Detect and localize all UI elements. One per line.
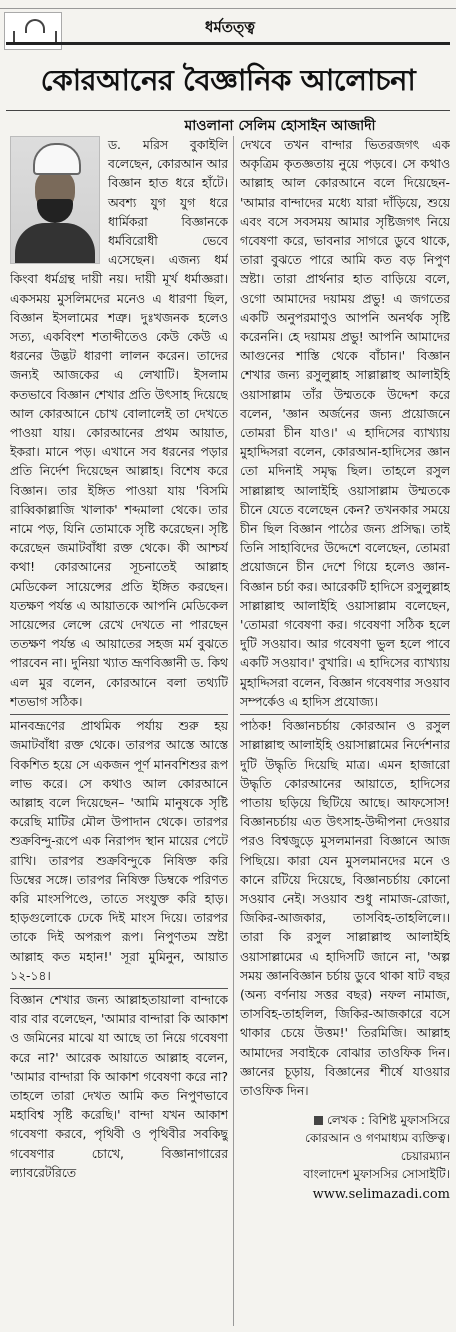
author-photo [10, 136, 100, 264]
author-website: www.selimazadi.com [312, 1187, 450, 1203]
photo-body [15, 223, 95, 264]
header-rule [6, 42, 450, 45]
footnote-line: চেয়ারম্যান [400, 1149, 450, 1164]
article-column-right [240, 136, 450, 1332]
photo-beard [37, 199, 73, 223]
section-label: ধর্মতত্ত্ব [205, 18, 255, 36]
article-paragraph: দেখবে তখন বান্দার ভিতরজগৎ এক অকৃত্রিম কৃতজ্ঞতায় নুয়ে পড়বে। সে কথাও আল্লাহ আল কোরআনে বলে দিয়েছেন- 'আমার বান্দাদের মধ্যে যারা দাঁড়িয়ে, শুয়ে এবং বসে সবসময় আমার সৃষ্টিজগৎ নিয়ে গবেষণা করে, ভাবনার সাগরে ডুবে থাকে, তারা বুঝতে পারে আমি কত বড় নিপুণ স্রষ্টা। তারা প্রার্থনার হাত বাড়িয়ে বলে, ওগো আমাদের দয়াময় প্রভু! এ জগতের একটি অনুপরমাণুও আপনি অনর্থক সৃষ্টি করেননি। হে দয়াময় প্রভু! আপনি আমাদের আগুনের শাস্তি থেকে বাঁচান।' বিজ্ঞান শেখার জন্য রসুলুল্লাহ সাল্লাল্লাহু আলাইহি ওয়াসাল্লাম তাঁর উম্মতকে উদ্দেশ করে বলেন, 'জ্ঞান অর্জনের জন্য প্রয়োজনে তোমরা চীন যাও।' এ হাদিসের ব্যাখ্যায় মুহাদ্দিসরা বলেন, কোরআন-হাদিসের জ্ঞান তো মদিনাই সমৃদ্ধ ছিল। তাহলে রসুল সাল্লাল্লাহু আলাইহি ওয়াসাল্লাম উম্মতকে চীনে যেতে বলেছেন কেন? তখনকার সময়ে চীন ছিল বিজ্ঞান পাঠের জন্য প্রসিদ্ধ। তাই তিনি সাহাবিদের উদ্দেশে বলেছেন, তোমরা প্রয়োজনে চীন দেশে গিয়ে হলেও জ্ঞান-বিজ্ঞান চর্চা কর। আরেকটি হাদিসে রসুলুল্লাহ সাল্লাল্লাহু আলাইহি ওয়াসাল্লাম বলেছেন, 'তোমরা গবেষণা কর। গবেষণা সঠিক হলে দুটি সওয়াব। আর গবেষণা ভুল হলে পাবে একটি সওয়াব।' বুখারি। এ হাদিসের ব্যাখ্যায় মুহাদ্দিসরা বলেন, বিজ্ঞান গবেষণার সওয়াব সম্পর্কেও এ হাদিস প্রযোজ্য। [240, 138, 450, 709]
top-strip [0, 0, 456, 9]
title-rule [6, 110, 450, 111]
author-footnote [240, 1111, 450, 1183]
page-title: কোরআনের বৈজ্ঞানিক আলোচনা [40, 63, 416, 97]
article-paragraph: ড. মরিস বুকাইলি বলেছেন, কোরআন আর বিজ্ঞান হাত ধরে হাঁটে। অবশ্য যুগ যুগ ধরে ধার্মিকরা বিজ্ঞানকে ধর্মবিরোধী ভেবে এসেছেন। এজন্য ধর্ম কিংবা ধর্মগ্রন্থ দায়ী নয়। দায়ী মূর্খ ধর্মাজ্ঞরা। একসময় মুসলিমদের মনেও এ ধারণা ছিল, বিজ্ঞান ইসলামের শত্রু। দুঃখজনক হলেও সত্য, একবিংশ শতাব্দীতেও কেউ কেউ এ ধরনের উদ্ভট ধারণা লালন করেন। তাদের জন্যই আজকের এ লেখাটি। ইসলাম কতভাবে বিজ্ঞান শেখার প্রতি উৎসাহ দিয়েছে আল কোরআনে চোখ বোলালেই তা দেখতে পাওয়া যায়। কোরআনের প্রথম আয়াত, ইকরা। মানে পড়। এখানে সব ধরনের পড়ার প্রতি নির্দেশ দিয়েছেন আল্লাহ। বিশেষ করে বিজ্ঞান। তার ইঙ্গিত পাওয়া যায় 'বিসমি রাব্বিকাল্লাজি খালাক' শব্দমালা থেকে। তার নামে পড়, যিনি তোমাকে সৃষ্টি করেছেন। সৃষ্টি করেছেন জমাটবাঁধা রক্ত থেকে। কী আশ্চর্য কথা! কোরআনের সূচনাতেই আল্লাহ মেডিকেল সায়েন্সের প্রতি ইঙ্গিত করছেন। যতক্ষণ পর্যন্ত এ আয়াতকে আপনি মেডিকেল সায়েন্সের লেন্সে রেখে দেখতে না পারছেন ততক্ষণ পর্যন্ত এ আয়াতের সহজ মর্ম বুঝতে পারবেন না। দুনিয়া খ্যাত ভ্রূণবিজ্ঞানী ড. কিথ এল মুর বলেন, কোরআনে বলা তথ্যটি শতভাগ সঠিক। [10, 138, 228, 709]
author-byline: মাওলানা সেলিম হোসাইন আজাদী [184, 118, 376, 134]
article-paragraph: বিজ্ঞান শেখার জন্য আল্লাহতায়ালা বান্দাকে বার বার বলেছেন, 'আমার বান্দারা কি আকাশ ও জমিনের মাঝে যা আছে তা নিয়ে গবেষণা করে না?' আরেক আয়াতে আল্লাহ বলেন, 'আমার বান্দারা কি আকাশ গবেষণা করে না? তাহলে তারা দেখত আমি কত নিপুণভাবে মহাবিশ্ব সৃষ্টি করেছি।' বান্দা যখন আকাশ গবেষণা করবে, পৃথিবী ও পৃথিবীর সবকিছু গবেষণার চোখে, বিজ্ঞানাগারের ল্যাবরেটরিতে [10, 988, 228, 1183]
article-paragraph: পাঠক! বিজ্ঞানচর্চায় কোরআন ও রসুল সাল্লাল্লাহু আলাইহি ওয়াসাল্লামের নির্দেশনার দুটি উদ্ধৃতি দিয়েছি মাত্র। এমন হাজারো উদ্ধৃতি কোরআনের আয়াতে, হাদিসের পাতায় ছড়িয়ে ছিটিয়ে আছে। আফসোস! বিজ্ঞানচর্চায় এত উৎসাহ-উদ্দীপনা দেওয়ার পরও বিশ্বজুড়ে মুসলমানরা বিজ্ঞানে আজ পিছিয়ে। কারা যেন মুসলমানদের মনে ও কানে রটিয়ে দিয়েছে, বিজ্ঞানচর্চায় কোনো সওয়াব নেই। সওয়াব শুধু নামাজ-রোজা, জিকির-আজকার, তাসবিহ-তাহলিলে।। তারা কি রসুল সাল্লাল্লাহু আলাইহি ওয়াসাল্লামের এ হাদিসটি জানে না, 'অল্প সময় জ্ঞানবিজ্ঞান চর্চায় ডুবে থাকা ষাট বছর (অন্য বর্ণনায় সত্তর বছর) নফল নামাজ, তাসবিহ-তাহলিল, জিকির-আজকারে বসে থাকার চেয়ে উত্তম!' তিরমিজি। আল্লাহ আমাদের সবাইকে বোঝার তাওফিক দিন। জ্ঞানের চূড়ায়, বিজ্ঞানের শীর্ষে যাওয়ার তাওফিক দিন। [240, 714, 450, 1101]
footnote-line: বাংলাদেশ মুফাসসির সোসাইটি। [303, 1167, 450, 1182]
column-divider [233, 136, 234, 1326]
article-column-left [10, 136, 228, 1332]
footnote-line: কোরআন ও গণমাধ্যম ব্যক্তিত্ব। [305, 1131, 450, 1146]
photo-cap [33, 143, 81, 175]
footnote-line: লেখক : বিশিষ্ট মুফাসসিরে [326, 1113, 450, 1128]
square-bullet-icon [314, 1116, 323, 1125]
article-paragraph: মানবভ্রূণের প্রাথমিক পর্যায় শুরু হয় জমাটবাঁধা রক্ত থেকে। তারপর আস্তে আস্তে বিকশিত হয়ে সে একজন পূর্ণ মানবশিশুর রূপ লাভ করে। সে কথাও আল কোরআনে আল্লাহ বলে দিয়েছেন– 'আমি মানুষকে সৃষ্টি করেছি মাটির মৌল উপাদান থেকে। তারপর শুক্রবিন্দু-রূপে এক নিরাপদ স্থান মায়ের পেটে রাখি। তারপর শুক্রবিন্দুকে নিষিক্ত করি ডিম্বের সঙ্গে। তারপর নিষিক্ত ডিম্বকে পরিণত করি মাংসপিণ্ডে, তাতে সংযুক্ত করি হাড়। হাড়গুলোকে ঢেকে দিই মাংস দিয়ে। তারপর তাকে দিই অপরূপ রূপ। নিপুণতম স্রষ্টা আল্লাহ কত মহান!' সূরা মুমিনুন, আয়াত ১২-১৪। [10, 714, 228, 986]
